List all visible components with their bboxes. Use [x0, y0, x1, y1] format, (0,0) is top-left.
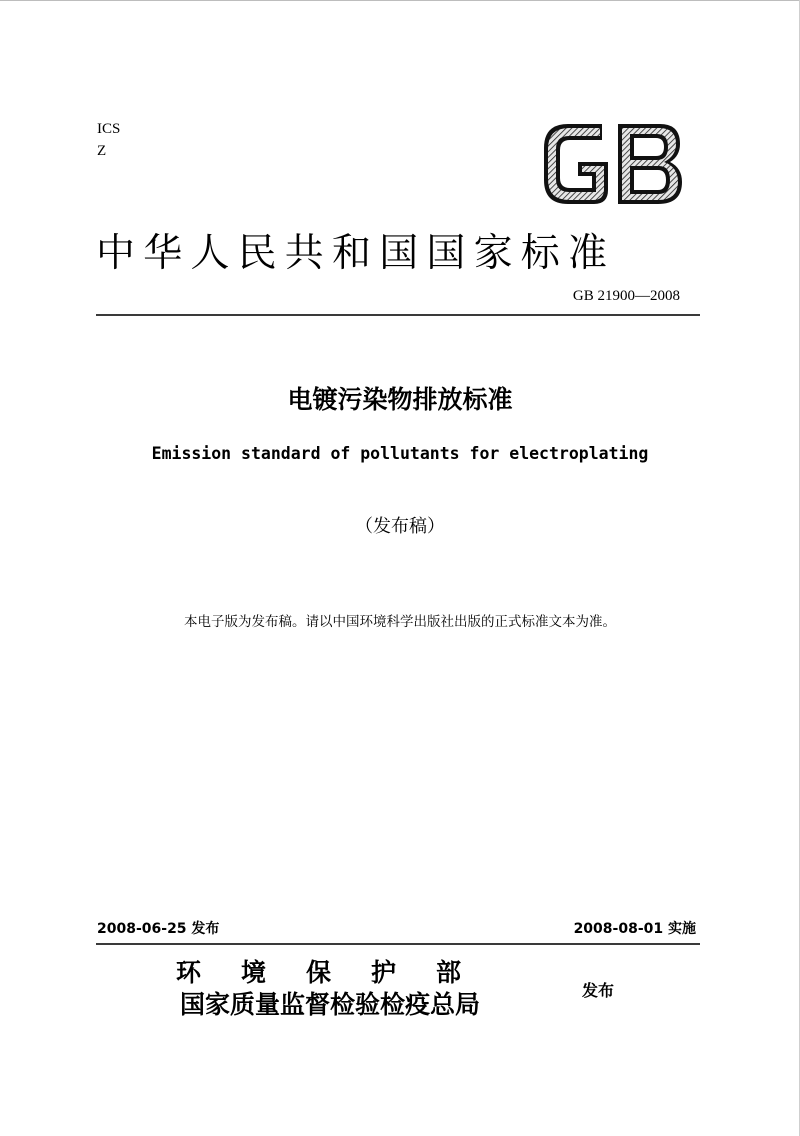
issue-word: 发布: [582, 981, 615, 1000]
gb-logo-icon: [538, 116, 688, 212]
implementation-date: 2008-08-01 实施: [573, 921, 696, 937]
bottom-divider: [96, 943, 700, 945]
classification-block: [97, 118, 120, 162]
issue-date: 2008-06-25 发布: [97, 921, 220, 937]
issuer-aqsiq: 国家质量监督检验检疫总局: [180, 990, 481, 1019]
issuer-ministry: 环境保护部: [176, 958, 502, 987]
page-top-border: [0, 0, 800, 1]
english-title: Emission standard of pollutants for electroplating: [151, 444, 649, 463]
draft-tag: （发布稿）: [355, 516, 445, 537]
ics-label: ICS: [97, 121, 121, 137]
class-code: Z: [97, 143, 107, 159]
standard-number: GB 21900—2008: [572, 288, 680, 304]
chinese-title: 电镀污染物排放标准: [287, 385, 513, 414]
national-standard-title: 中华人民共和国国家标准: [96, 231, 616, 276]
top-divider: [96, 314, 700, 316]
electronic-version-notice: 本电子版为发布稿。请以中国环境科学出版社出版的正式标准文本为准。: [184, 614, 616, 630]
